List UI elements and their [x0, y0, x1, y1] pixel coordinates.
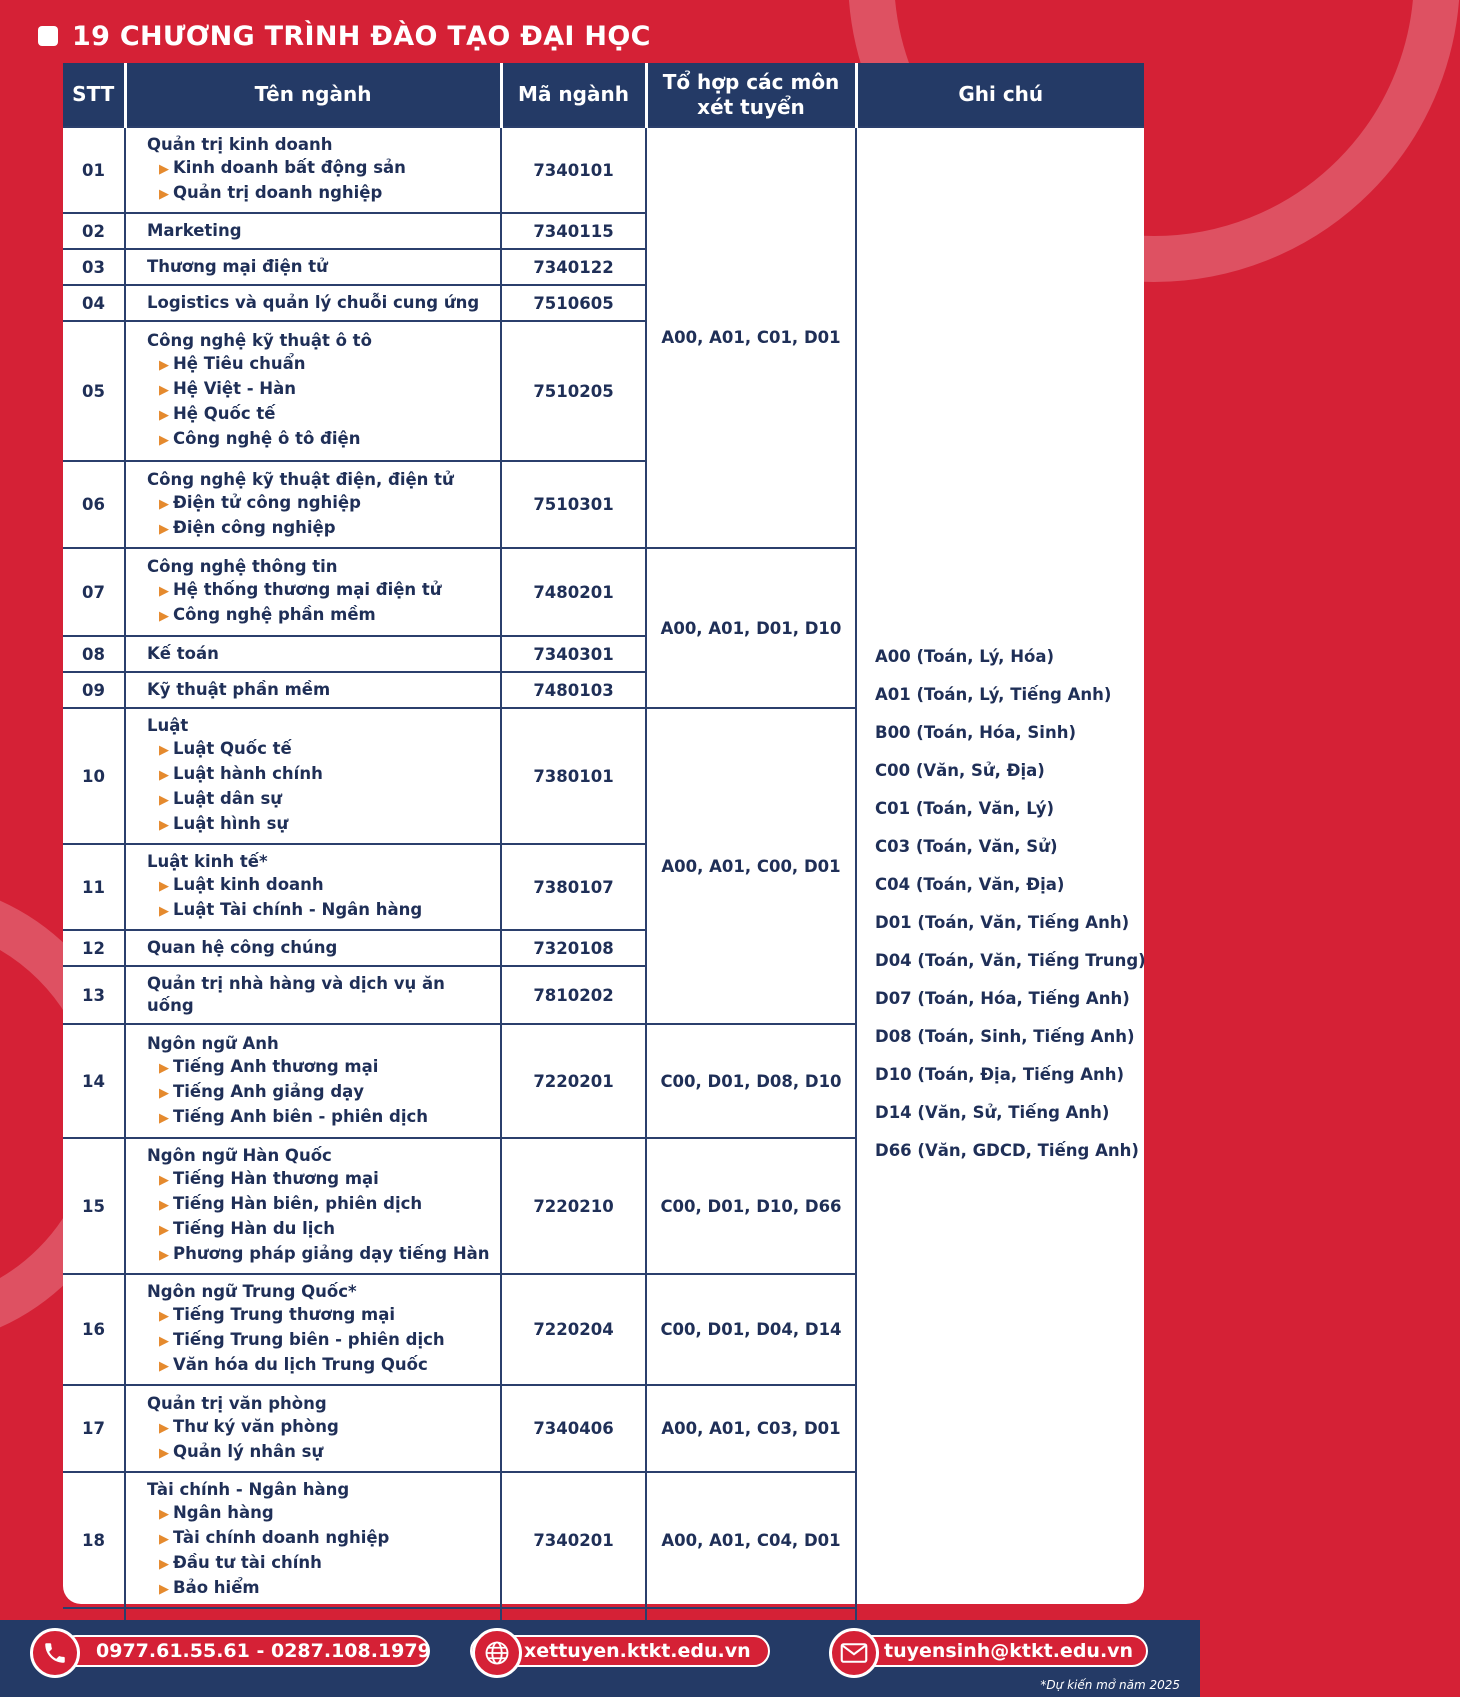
row-stt: 07 [63, 548, 125, 636]
envelope-icon [829, 1628, 879, 1678]
specialization-label: Phương pháp giảng dạy tiếng Hàn [173, 1244, 490, 1263]
triangle-bullet-icon: ▶ [159, 609, 169, 624]
triangle-bullet-icon: ▶ [159, 358, 169, 373]
triangle-bullet-icon: ▶ [159, 433, 169, 448]
footnote: *Dự kiến mở năm 2025 [1040, 1678, 1180, 1692]
specialization-label: Tiếng Anh giảng dạy [173, 1081, 365, 1101]
row-stt: 03 [63, 249, 125, 285]
major-name: Ngôn ngữ Trung Quốc* [147, 1282, 357, 1301]
major-name: Ngôn ngữ Hàn Quốc [147, 1146, 332, 1165]
triangle-bullet-icon: ▶ [159, 1507, 169, 1522]
header-combo: Tổ hợp các môn xét tuyển [646, 63, 856, 127]
row-stt: 14 [63, 1024, 125, 1138]
specialization-item [147, 1501, 492, 1526]
globe-icon [472, 1628, 522, 1678]
combo-note: D10 (Toán, Địa, Tiếng Anh) [875, 1065, 1125, 1084]
combo-note: D14 (Văn, Sử, Tiếng Anh) [875, 1103, 1110, 1122]
row-stt: 13 [63, 966, 125, 1024]
row-stt: 18 [63, 1472, 125, 1608]
row-code: 7320108 [501, 930, 646, 966]
row-code: 7510301 [501, 461, 646, 548]
specialization-label: Tiếng Hàn biên, phiên dịch [173, 1194, 423, 1213]
specialization-label: Công nghệ phần mềm [173, 605, 376, 624]
row-stt: 02 [63, 213, 125, 249]
specialization-label: Hệ Tiêu chuẩn [173, 354, 306, 373]
specialization-item [147, 1080, 492, 1105]
row-code: 7340101 [501, 127, 646, 213]
specialization-item [147, 181, 492, 206]
row-major [125, 285, 501, 321]
specialization-item [147, 1167, 492, 1192]
specialization-label: Luật dân sự [173, 789, 283, 808]
row-stt: 01 [63, 127, 125, 213]
triangle-bullet-icon: ▶ [159, 1445, 169, 1461]
specialization-label: Thư ký văn phòng [173, 1416, 339, 1436]
row-code: 7340115 [501, 213, 646, 249]
triangle-bullet-icon: ▶ [159, 1248, 169, 1263]
combo-note: B00 (Toán, Hóa, Sinh) [875, 723, 1076, 742]
combo-cell: C00, D01, D08, D10 [646, 1024, 856, 1138]
triangle-bullet-icon: ▶ [159, 1060, 169, 1076]
specialization-item [147, 156, 492, 181]
major-name: Kỹ thuật phần mềm [147, 680, 331, 699]
triangle-bullet-icon: ▶ [159, 521, 169, 537]
triangle-bullet-icon: ▶ [159, 1532, 169, 1547]
row-code: 7480103 [501, 672, 646, 708]
triangle-bullet-icon: ▶ [159, 904, 169, 919]
specialization-item [147, 812, 492, 837]
row-stt: 04 [63, 285, 125, 321]
specialization-item [147, 1303, 492, 1328]
table-header-row [63, 63, 1144, 127]
row-major [125, 1385, 501, 1472]
specialization-label: Tiếng Trung biên - phiên dịch [173, 1330, 445, 1349]
page-title-text: 19 CHƯƠNG TRÌNH ĐÀO TẠO ĐẠI HỌC [72, 20, 651, 52]
row-major [125, 1274, 501, 1385]
specialization-item [147, 898, 492, 923]
row-stt: 10 [63, 708, 125, 844]
specialization-item [147, 737, 492, 762]
triangle-bullet-icon: ▶ [159, 408, 169, 423]
triangle-bullet-icon: ▶ [159, 879, 169, 894]
table-row [63, 127, 1144, 213]
specialization-item [147, 402, 492, 427]
specialization-label: Tiếng Hàn du lịch [173, 1219, 335, 1238]
major-name: Công nghệ thông tin [147, 557, 338, 576]
specialization-label: Luật hành chính [173, 764, 323, 783]
row-major [125, 127, 501, 213]
header-name: Tên ngành [125, 63, 501, 127]
major-name: Luật kinh tế* [147, 852, 268, 871]
row-major [125, 461, 501, 548]
header-code: Mã ngành [501, 63, 646, 127]
specialization-item [147, 1526, 492, 1551]
combo-note: D01 (Toán, Văn, Tiếng Anh) [875, 913, 1130, 932]
row-code: 7510205 [501, 321, 646, 461]
major-name: Công nghệ kỹ thuật điện, điện tử [147, 469, 454, 489]
major-name: Quản trị văn phòng [147, 1393, 327, 1413]
notes-cell [856, 127, 1144, 1650]
specialization-label: Ngân hàng [173, 1503, 274, 1522]
major-name: Quản trị nhà hàng và dịch vụ ăn uống [147, 974, 445, 1015]
major-name: Luật [147, 716, 189, 735]
combo-note: A00 (Toán, Lý, Hóa) [875, 647, 1055, 666]
page-title [38, 14, 651, 58]
phone-text: 0977.61.55.61 - 0287.108.1979 [96, 1640, 431, 1662]
combo-note: D04 (Toán, Văn, Tiếng Trung) [875, 951, 1146, 970]
combo-note: D08 (Toán, Sinh, Tiếng Anh) [875, 1027, 1135, 1046]
specialization-label: Tiếng Anh thương mại [173, 1056, 379, 1076]
specialization-item [147, 352, 492, 377]
triangle-bullet-icon: ▶ [159, 1359, 169, 1374]
combo-cell: A00, A01, C03, D01 [646, 1385, 856, 1472]
major-name: Quản trị kinh doanh [147, 135, 333, 154]
phone-icon [30, 1628, 80, 1678]
row-stt: 05 [63, 321, 125, 461]
email-text: tuyensinh@ktkt.edu.vn [884, 1640, 1134, 1662]
specialization-item [147, 787, 492, 812]
row-code: 7220210 [501, 1138, 646, 1274]
specialization-item [147, 1353, 492, 1378]
combo-cell: A00, A01, D01, D10 [646, 548, 856, 708]
triangle-bullet-icon: ▶ [159, 1198, 169, 1213]
specialization-item [147, 1440, 492, 1465]
major-name: Công nghệ kỹ thuật ô tô [147, 331, 372, 350]
row-major [125, 1024, 501, 1138]
triangle-bullet-icon: ▶ [159, 1309, 169, 1324]
triangle-bullet-icon: ▶ [159, 1420, 169, 1436]
row-stt: 09 [63, 672, 125, 708]
specialization-item [147, 1576, 492, 1601]
combo-cell: A00, A01, C00, D01 [646, 708, 856, 1024]
specialization-item [147, 1415, 492, 1440]
row-code: 7340301 [501, 636, 646, 672]
title-square-icon [38, 26, 58, 46]
triangle-bullet-icon: ▶ [159, 1557, 169, 1572]
specialization-label: Văn hóa du lịch Trung Quốc [173, 1355, 428, 1374]
table-body [63, 127, 1144, 1650]
specialization-label: Hệ Quốc tế [173, 404, 276, 423]
combo-note: D66 (Văn, GDCD, Tiếng Anh) [875, 1141, 1139, 1160]
major-name: Ngôn ngữ Anh [147, 1033, 279, 1053]
specialization-item [147, 427, 492, 452]
specialization-item [147, 603, 492, 628]
row-major [125, 1138, 501, 1274]
specialization-label: Hệ Việt - Hàn [173, 379, 296, 398]
triangle-bullet-icon: ▶ [159, 584, 169, 599]
triangle-bullet-icon: ▶ [159, 383, 169, 398]
specialization-label: Bảo hiểm [173, 1578, 260, 1597]
specialization-label: Kinh doanh bất động sản [173, 158, 406, 177]
row-major [125, 672, 501, 708]
triangle-bullet-icon: ▶ [159, 768, 169, 783]
triangle-bullet-icon: ▶ [159, 1582, 169, 1597]
specialization-item [147, 1105, 492, 1130]
website-text: xettuyen.ktkt.edu.vn [524, 1640, 751, 1662]
combo-note: C01 (Toán, Văn, Lý) [875, 799, 1055, 818]
contact-footer [0, 1620, 1200, 1697]
row-stt: 06 [63, 461, 125, 548]
major-name: Thương mại điện tử [147, 257, 328, 276]
specialization-item [147, 1242, 492, 1267]
major-name: Tài chính - Ngân hàng [147, 1480, 350, 1499]
triangle-bullet-icon: ▶ [159, 743, 169, 758]
row-major [125, 708, 501, 844]
row-code: 7380101 [501, 708, 646, 844]
specialization-item [147, 1192, 492, 1217]
specialization-label: Luật kinh doanh [173, 875, 324, 894]
specialization-label: Hệ thống thương mại điện tử [173, 580, 442, 599]
row-code: 7220201 [501, 1024, 646, 1138]
combo-note: C04 (Toán, Văn, Địa) [875, 875, 1065, 894]
combo-note: D07 (Toán, Hóa, Tiếng Anh) [875, 989, 1130, 1008]
specialization-label: Quản lý nhân sự [173, 1441, 324, 1461]
major-name: Marketing [147, 221, 242, 240]
triangle-bullet-icon: ▶ [159, 818, 169, 833]
row-major [125, 548, 501, 636]
row-code: 7510605 [501, 285, 646, 321]
combo-cell: C00, D01, D10, D66 [646, 1138, 856, 1274]
specialization-label: Luật Quốc tế [173, 739, 292, 758]
specialization-item [147, 516, 492, 541]
specialization-label: Luật Tài chính - Ngân hàng [173, 900, 423, 919]
row-code: 7340122 [501, 249, 646, 285]
programs-table [63, 63, 1144, 1651]
combo-note: A01 (Toán, Lý, Tiếng Anh) [875, 685, 1112, 704]
header-note: Ghi chú [856, 63, 1144, 127]
row-stt: 12 [63, 930, 125, 966]
triangle-bullet-icon: ▶ [159, 1110, 169, 1126]
major-name: Kế toán [147, 644, 219, 663]
row-code: 7480201 [501, 548, 646, 636]
specialization-label: Điện công nghiệp [173, 517, 336, 537]
row-major [125, 321, 501, 461]
combo-note: C03 (Toán, Văn, Sử) [875, 837, 1058, 856]
specialization-item [147, 1551, 492, 1576]
triangle-bullet-icon: ▶ [159, 187, 169, 202]
triangle-bullet-icon: ▶ [159, 162, 169, 177]
row-major [125, 966, 501, 1024]
triangle-bullet-icon: ▶ [159, 1334, 169, 1349]
row-code: 7340406 [501, 1385, 646, 1472]
specialization-item [147, 873, 492, 898]
specialization-item [147, 1217, 492, 1242]
specialization-label: Điện tử công nghiệp [173, 492, 361, 512]
row-stt: 17 [63, 1385, 125, 1472]
specialization-item [147, 1055, 492, 1080]
row-stt: 15 [63, 1138, 125, 1274]
specialization-label: Tiếng Anh biên - phiên dịch [173, 1106, 429, 1126]
specialization-label: Luật hình sự [173, 814, 289, 833]
row-code: 7340201 [501, 1472, 646, 1608]
combo-cell: C00, D01, D04, D14 [646, 1274, 856, 1385]
triangle-bullet-icon: ▶ [159, 1085, 169, 1101]
specialization-item [147, 578, 492, 603]
row-major [125, 844, 501, 930]
row-stt: 08 [63, 636, 125, 672]
specialization-label: Quản trị doanh nghiệp [173, 183, 383, 202]
row-code: 7220204 [501, 1274, 646, 1385]
major-name: Quan hệ công chúng [147, 938, 338, 957]
row-major [125, 249, 501, 285]
triangle-bullet-icon: ▶ [159, 1223, 169, 1238]
specialization-label: Tiếng Hàn thương mại [173, 1169, 379, 1188]
specialization-item [147, 491, 492, 516]
specialization-label: Tài chính doanh nghiệp [173, 1528, 390, 1547]
triangle-bullet-icon: ▶ [159, 496, 169, 512]
triangle-bullet-icon: ▶ [159, 1173, 169, 1188]
specialization-label: Công nghệ ô tô điện [173, 429, 361, 448]
specialization-item [147, 377, 492, 402]
row-major [125, 213, 501, 249]
specialization-label: Tiếng Trung thương mại [173, 1305, 396, 1324]
triangle-bullet-icon: ▶ [159, 793, 169, 808]
header-stt: STT [63, 63, 125, 127]
combo-cell: A00, A01, C04, D01 [646, 1472, 856, 1608]
row-major [125, 1472, 501, 1608]
row-code: 7380107 [501, 844, 646, 930]
combo-cell: A00, A01, C01, D01 [646, 127, 856, 548]
phone-pill[interactable] [60, 1635, 430, 1667]
row-major [125, 636, 501, 672]
combo-note: C00 (Văn, Sử, Địa) [875, 761, 1045, 780]
programs-table-card [63, 63, 1144, 1604]
row-code: 7810202 [501, 966, 646, 1024]
specialization-label: Đầu tư tài chính [173, 1553, 322, 1572]
specialization-item [147, 762, 492, 787]
specialization-item [147, 1328, 492, 1353]
row-stt: 16 [63, 1274, 125, 1385]
major-name: Logistics và quản lý chuỗi cung ứng [147, 293, 480, 312]
row-major [125, 930, 501, 966]
row-stt: 11 [63, 844, 125, 930]
